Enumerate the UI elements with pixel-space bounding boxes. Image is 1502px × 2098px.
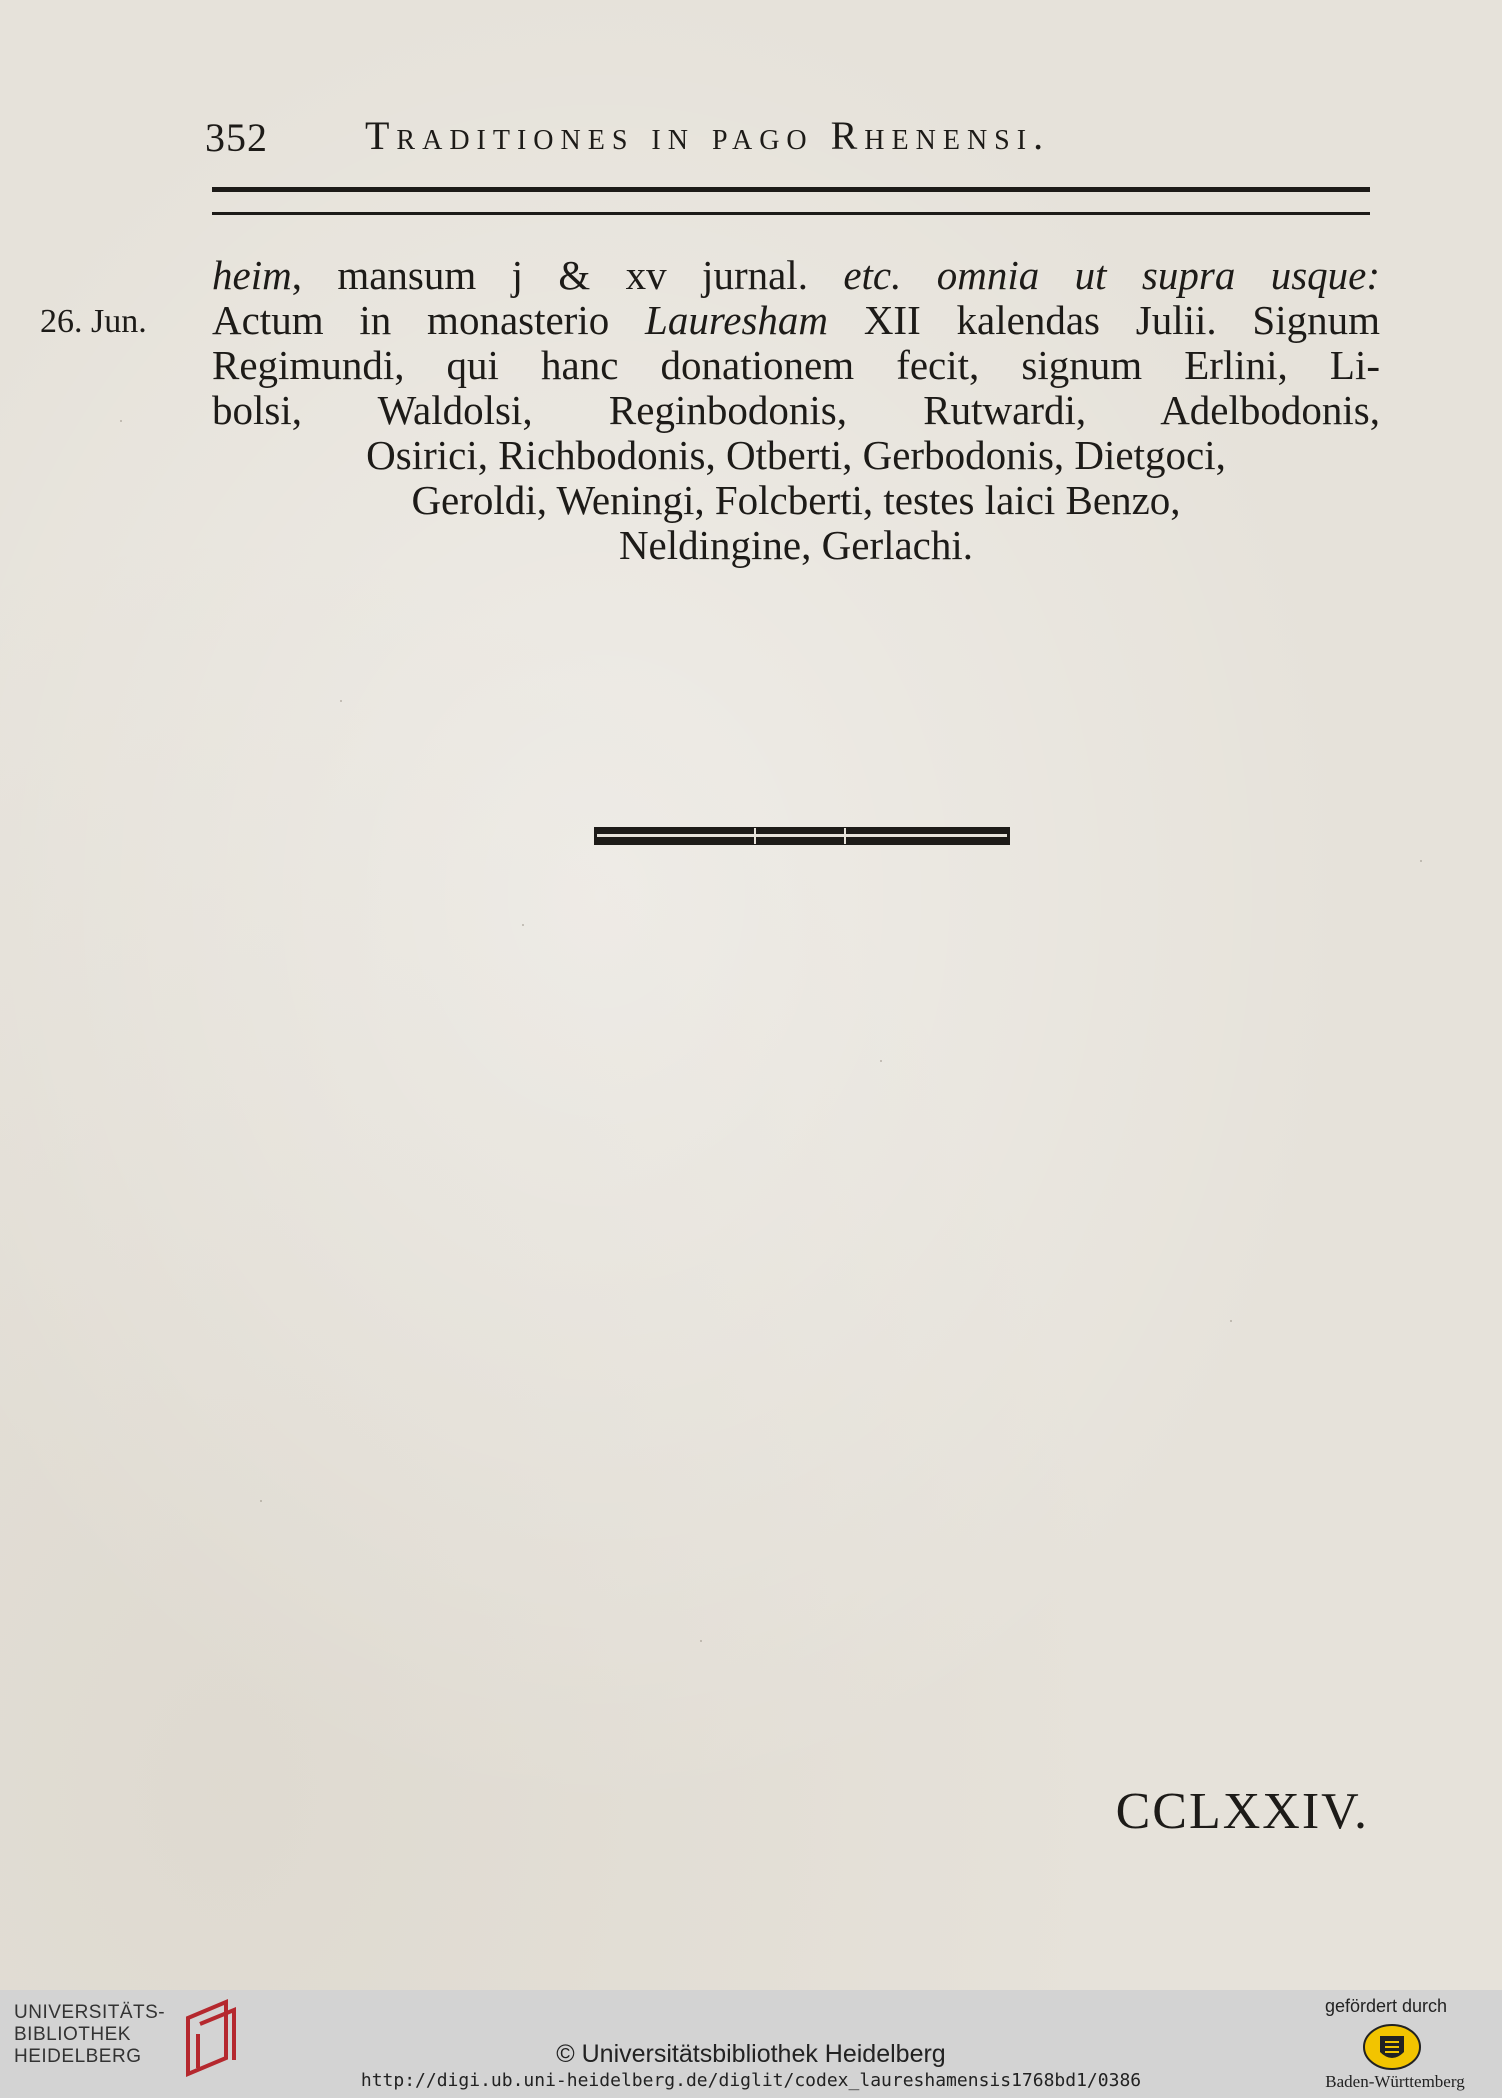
funder-name: Baden-Württemberg (1325, 2072, 1465, 2091)
text-line-1-normal: , mansum j & xv jurnal. (291, 252, 808, 298)
text-line-1-italic-end: etc. omnia ut supra usque: (843, 252, 1381, 298)
header-rule-thin (212, 212, 1370, 215)
paper-speck (522, 924, 524, 926)
paper-speck (120, 420, 122, 422)
copyright-notice: © Universitätsbibliothek Heidelberg (556, 2040, 946, 2068)
text-line-7: Neldingine, Gerlachi. (618, 522, 974, 568)
text-line-6: Geroldi, Weningi, Folcberti, testes laici Benzo, (411, 477, 1181, 523)
text-line-1-italic-start: heim (212, 252, 292, 298)
state-coat-of-arms-icon (1360, 2022, 1424, 2072)
chapter-numeral: CCLXXIV. (1115, 1783, 1369, 1840)
section-divider-ornament (594, 826, 1010, 846)
paper-speck (1230, 1320, 1232, 1322)
source-url[interactable]: http://digi.ub.uni-heidelberg.de/diglit/codex_laureshamensis1768bd1/0386 (360, 2070, 1142, 2091)
library-name-line-2: BIBLIOTHEK (14, 2024, 131, 2045)
margin-date: 26. Jun. (40, 303, 147, 340)
running-header (205, 112, 1375, 158)
text-line-4: bolsi, Waldolsi, Reginbodonis, Rutwardi, Adelbodonis, (212, 387, 1380, 433)
header-rule-thick (212, 187, 1370, 192)
text-line-5: Osirici, Richbodonis, Otberti, Gerbodonis, Dietgoci, (366, 432, 1226, 478)
paper-speck (1420, 860, 1422, 862)
paper-speck (880, 1060, 882, 1062)
paper-speck (260, 1500, 262, 1502)
funded-by-label: gefördert durch (1324, 1996, 1448, 2016)
text-line-1 (212, 253, 1380, 298)
text-line-2-after: XII kalendas Julii. Signum (863, 297, 1381, 343)
paper-speck (340, 700, 342, 702)
library-name-line-3: HEIDELBERG (14, 2046, 142, 2067)
text-line-3: Regimundi, qui hanc donationem fecit, signum Erlini, Li- (212, 342, 1380, 388)
text-line-2-italic: Lauresham (645, 297, 829, 343)
text-line-2-before: Actum in monasterio (212, 297, 610, 343)
library-name-line-1: UNIVERSITÄTS- (14, 2002, 166, 2023)
page-number: 352 (205, 115, 268, 160)
paper-speck (700, 1640, 702, 1642)
text-line-2 (212, 298, 1380, 343)
digitization-footer (0, 1990, 1502, 2098)
charter-text (212, 253, 1380, 568)
running-title: Traditiones in pago Rhenensi. (365, 113, 1051, 158)
